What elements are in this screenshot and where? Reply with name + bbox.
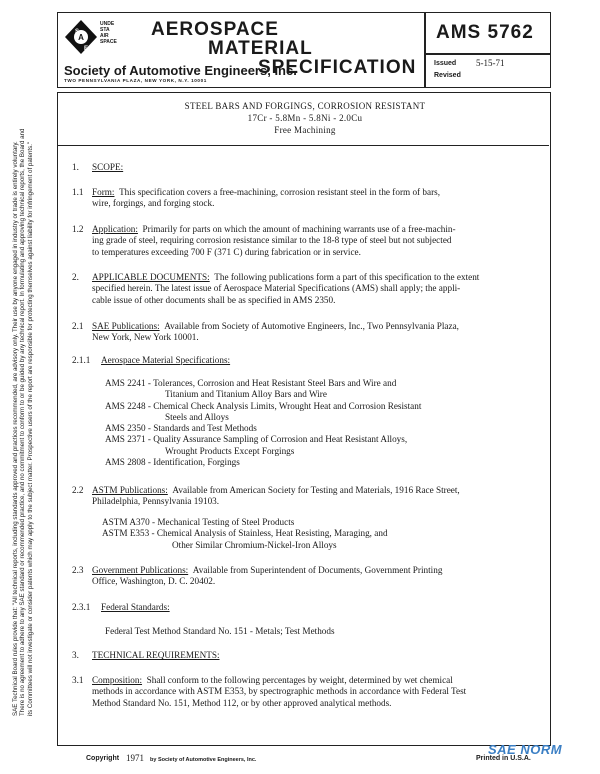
society-address: TWO PENNSYLVANIA PLAZA, NEW YORK, N.Y. 10001	[64, 78, 207, 83]
section-heading: SCOPE:	[92, 162, 124, 172]
section-heading: TECHNICAL REQUIREMENTS:	[92, 650, 220, 660]
astm-list	[102, 517, 542, 551]
section-number: 2.1.1	[72, 355, 91, 365]
section-number: 2.3.1	[72, 602, 91, 612]
list-item: Titanium and Titanium Alloy Bars and Wire	[165, 389, 327, 400]
paragraph-government-publications: Government Publications: Available from Superintendent of Documents, Government Printing Office, Washington, D. C. 20402.	[92, 565, 443, 587]
title-rule	[58, 145, 549, 146]
svg-text:A: A	[78, 33, 84, 42]
list-item: ASTM A370 - Mechanical Testing of Steel Products	[102, 517, 295, 527]
svg-text:S: S	[75, 29, 80, 35]
section-number: 1.	[72, 162, 79, 172]
svg-text:E: E	[84, 46, 89, 52]
paragraph-applicable-documents: APPLICABLE DOCUMENTS: The following publications form a part of this specification to the extent specified herein. The latest issue of Aerospace Material Specifications (AMS) shall apply; the appli- cable issue of other documents shall be as specified in AMS 2350.	[92, 272, 480, 305]
spec-number: AMS 5762	[436, 22, 534, 43]
list-item: AMS 2371 - Quality Assurance Sampling of Corrosion and Heat Resistant Alloys,	[105, 434, 408, 445]
paragraph-astm-publications: ASTM Publications: Available from American Society for Testing and Materials, 1916 Race Street, Philadelphia, Pennsylvania 19103.	[92, 485, 460, 507]
spec-header	[57, 12, 551, 88]
header-divider	[424, 13, 426, 87]
society-name: Society of Automotive Engineers, Inc.	[64, 63, 297, 78]
issued-label: Issued	[434, 60, 457, 67]
title-specification: SPECIFICATION	[258, 57, 417, 78]
paragraph-composition: Composition: Shall conform to the following percentages by weight, determined by wet chemical methods in accordance with ASTM E353, by spectrographic methods in accordance with Federal Test Method Standard No. 151, Method 112, or by other approved analytical methods.	[92, 675, 467, 708]
sae-logo-icon	[64, 19, 98, 55]
list-item: AMS 2808 - Identification, Forgings	[105, 457, 240, 468]
paragraph-sae-publications: SAE Publications: Available from Society of Automotive Engineers, Inc., Two Pennsylvania Plaza, New York, New York 10001.	[92, 321, 459, 343]
spec-body	[57, 92, 551, 746]
issued-date: 5-15-71	[476, 58, 505, 68]
title-line-2: 17Cr - 5.8Mn - 5.8Ni - 2.0Cu	[247, 113, 363, 123]
title-line-1: STEEL BARS AND FORGINGS, CORROSION RESISTANT	[184, 101, 426, 111]
federal-standard: Federal Test Method Standard No. 151 - Metals; Test Methods	[105, 626, 335, 636]
list-item: AMS 2241 - Tolerances, Corrosion and Heat Resistant Steel Bars and Wire and	[105, 378, 397, 388]
footer-year: 1971	[126, 753, 144, 763]
footer-by: by Society of Automotive Engineers, Inc.	[150, 757, 257, 763]
section-number: 1.2	[72, 224, 84, 234]
section-number: 3.1	[72, 675, 84, 685]
side-disclaimer: SAE Technical Board rules provide that: "All technical reports, including standards approved and practices recommended, are advisory only. Their use by anyone engaged in industry or trade is entirely voluntary. There is no agreement to adhere to any SAE standard or recommended practice, and no commitment to conform to or be guided by any technical report. In formulating and approving technical reports, the Board and its Committees will not investigate or consider patents which may apply to the subject matter. Prospective users of the report are responsible for protecting themselves against liability for infringement of patents."	[12, 128, 34, 716]
title-line-3: Free Machining	[274, 125, 336, 135]
subsection-heading: Aerospace Material Specifications:	[101, 355, 231, 365]
section-number: 1.1	[72, 187, 84, 197]
footer-printed: Printed in U.S.A.	[476, 755, 531, 762]
section-number: 2.3	[72, 565, 84, 575]
ams-list	[105, 378, 545, 468]
section-number: 2.1	[72, 321, 84, 331]
section-number: 2.2	[72, 485, 84, 495]
section-number: 3.	[72, 650, 79, 660]
revised-label: Revised	[434, 72, 461, 79]
paragraph-form: Form: This specification covers a free-machining, corrosion resistant steel in the form of bars, wire, forgings, and forging stock.	[92, 187, 441, 209]
list-item: AMS 2248 - Chemical Check Analysis Limits, Wrought Heat and Corrosion Resistant	[105, 400, 422, 411]
footer-copyright: Copyright	[86, 755, 120, 762]
header-hline	[424, 53, 550, 55]
subsection-heading: Federal Standards:	[101, 602, 170, 612]
title-aerospace: AEROSPACE	[151, 19, 279, 40]
watermark-logo: SAE NORM	[488, 742, 563, 757]
list-item: Steels and Alloys	[165, 411, 229, 422]
paragraph-application: Application: Primarily for parts on which the amount of machining warrants use of a free-machin- ing grade of steel, requiring corrosion resistance similar to the 18-8 type of steel but not subjected to temperatures exceeding 700 F (371 C) during fabrication or in service.	[92, 224, 456, 257]
list-item: Wrought Products Except Forgings	[165, 445, 295, 456]
list-item: ASTM E353 - Chemical Analysis of Stainless, Heat Resisting, Maraging, and	[102, 528, 388, 539]
section-number: 2.	[72, 272, 79, 282]
list-item: Other Similar Chromium-Nickel-Iron Alloys	[172, 539, 337, 550]
title-material: MATERIAL	[208, 38, 313, 59]
list-item: AMS 2350 - Standards and Test Methods	[105, 423, 257, 434]
logo-words: UNDE STA AIR SPACE	[100, 21, 117, 45]
